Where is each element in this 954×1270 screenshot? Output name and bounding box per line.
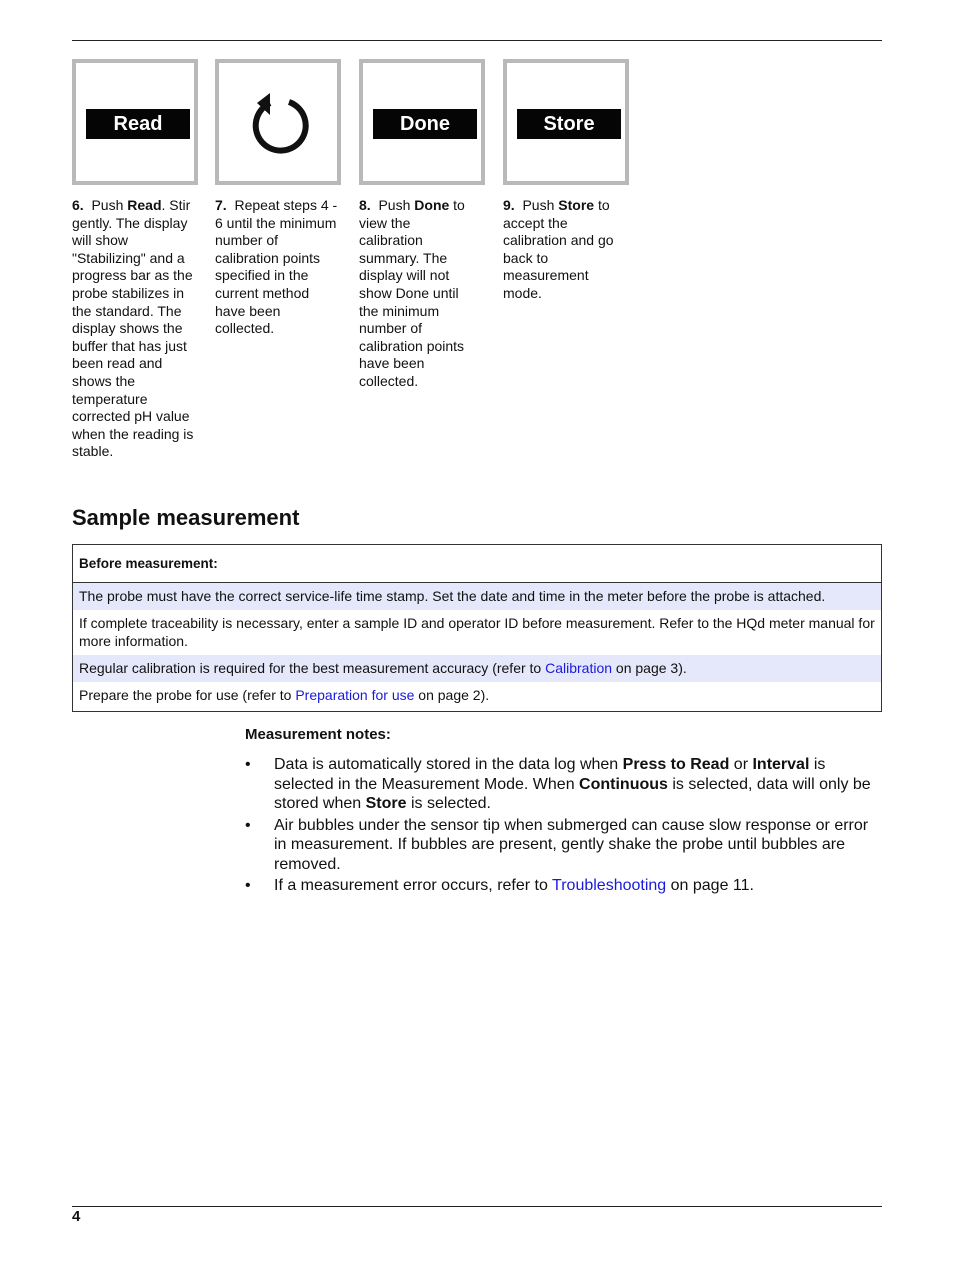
repeat-illustration <box>215 59 341 185</box>
header-rule <box>72 40 882 41</box>
calibration-link[interactable]: Calibration <box>545 660 613 676</box>
step-number: 8. <box>359 197 371 213</box>
store-key: Store <box>517 109 621 139</box>
step-6-text: 6. Push Read. Stir gently. The display will show "Stabilizing" and a progress bar as the probe stabilizes in the standard. The display shows the buffer that has just been read and shows the temperature corrected pH value when the reading is stable. <box>72 197 194 460</box>
bullet: • <box>245 756 251 773</box>
step-number: 6. <box>72 197 84 213</box>
box-row: The probe must have the correct service-life time stamp. Set the date and time in the meter before the probe is attached. <box>73 583 881 610</box>
notes-title: Measurement notes: <box>245 726 391 743</box>
troubleshooting-link[interactable]: Troubleshooting <box>552 877 667 894</box>
footer-rule <box>72 1206 882 1207</box>
refresh-arrow-icon <box>249 91 309 157</box>
list-item: • Data is automatically stored in the data log when Press to Read or Interval is selected in the Measurement Mode. When Continuous is selected, data will only be stored when Store is selected. <box>245 756 871 812</box>
page-number: 4 <box>72 1208 81 1225</box>
step-number: 9. <box>503 197 515 213</box>
store-key-illustration <box>503 59 629 185</box>
box-row: Prepare the probe for use (refer to Preparation for use on page 2). <box>79 687 490 703</box>
list-item: • Air bubbles under the sensor tip when submerged can cause slow response or error in measurement. If bubbles are present, gently shake the probe until bubbles are removed. <box>245 816 869 873</box>
before-measurement-box <box>72 544 882 712</box>
notes-list <box>245 755 881 898</box>
step-7-text: 7. Repeat steps 4 - 6 until the minimum number of calibration points specified in the current method have been collected. <box>215 197 338 337</box>
box-row: Regular calibration is required for the best measurement accuracy (refer to Calibration on page 3). <box>73 655 881 682</box>
step-number: 7. <box>215 197 227 213</box>
box-heading: Before measurement: <box>73 545 881 583</box>
read-key: Read <box>86 109 190 139</box>
step-8-text: 8. Push Done to view the calibration summary. The display will not show Done until the minimum number of calibration points have been collected. <box>359 197 465 389</box>
section-title: Sample measurement <box>72 505 300 530</box>
done-key: Done <box>373 109 477 139</box>
read-key-illustration <box>72 59 198 185</box>
preparation-for-use-link[interactable]: Preparation for use <box>295 687 415 703</box>
bullet: • <box>245 877 251 894</box>
list-item: • If a measurement error occurs, refer to Troubleshooting on page 11. <box>245 877 754 894</box>
box-row: If complete traceability is necessary, enter a sample ID and operator ID before measurement. Refer to the HQd meter manual for more information. <box>79 615 875 649</box>
done-key-illustration <box>359 59 485 185</box>
bullet: • <box>245 816 251 834</box>
step-9-text: 9. Push Store to accept the calibration and go back to measurement mode. <box>503 197 614 301</box>
